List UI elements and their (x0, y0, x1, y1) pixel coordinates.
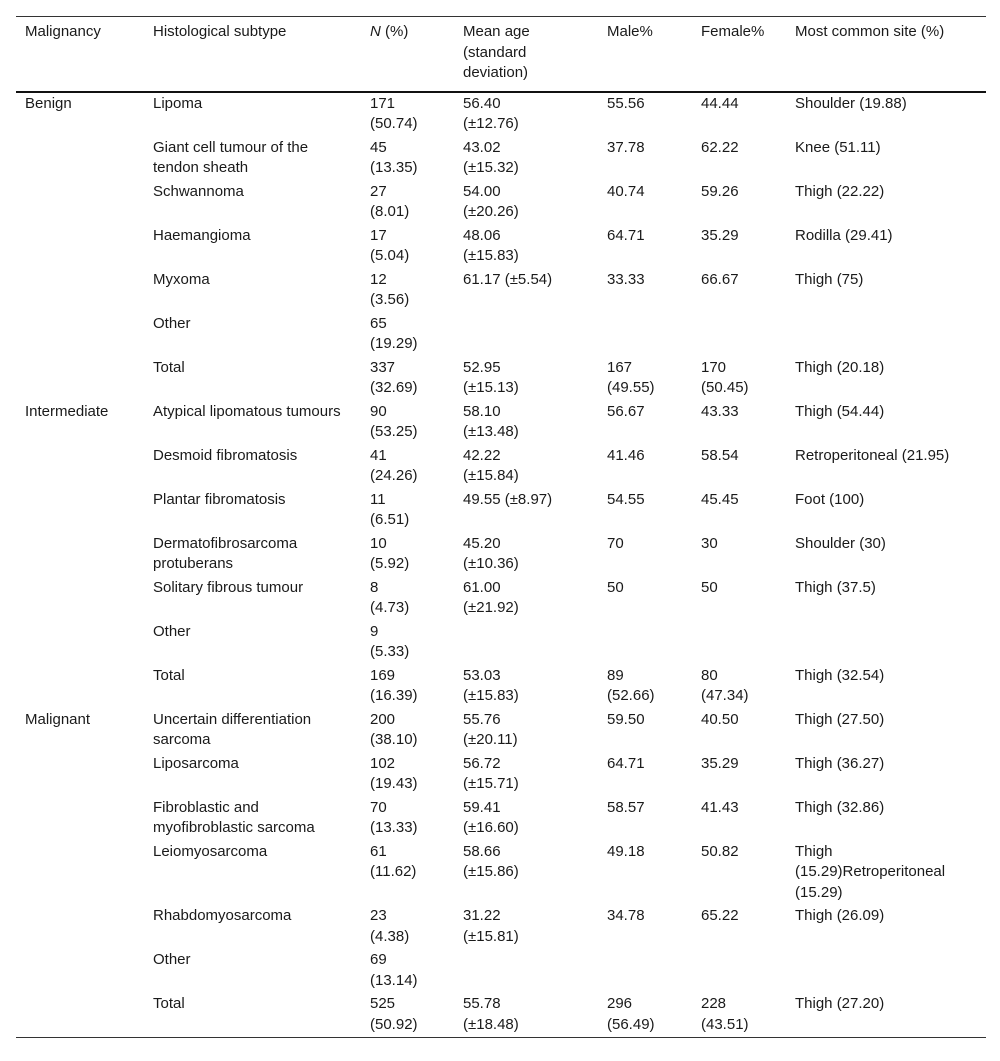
cell-mean-age (454, 401, 598, 445)
cell-male (598, 665, 692, 709)
cell-male (598, 445, 692, 489)
cell-female-value: 40.50 (701, 710, 739, 728)
cell-mean-age (454, 665, 598, 709)
cell-male (598, 137, 692, 181)
cell-n (361, 905, 454, 949)
cell-mean-age-detail: (±12.76) (463, 115, 519, 132)
cell-n-detail: (5.92) (370, 555, 410, 572)
cell-male (598, 269, 692, 313)
table-row (16, 181, 986, 225)
cell-subtype: Other (153, 622, 191, 640)
cell-n-value: 90 (370, 402, 387, 420)
header-n-italic: N (370, 23, 381, 40)
cell-male (598, 841, 692, 906)
cell-male (598, 949, 692, 993)
cell-mean-age (454, 313, 598, 357)
cell-mean-age (454, 949, 598, 993)
cell-mean-age-value: 48.06 (463, 226, 501, 244)
table-row (16, 621, 986, 665)
cell-site: Thigh (27.20) (795, 995, 885, 1012)
header-male: Male% (607, 23, 653, 40)
cell-n-value: 70 (370, 798, 387, 816)
cell-site (786, 313, 986, 357)
cell-subtype: Plantar fibromatosis (153, 490, 286, 508)
cell-n-detail: (8.01) (370, 203, 410, 220)
cell-site: Thigh (15.29)Retroperitoneal (15.29) (795, 842, 946, 901)
cell-malignancy (16, 665, 144, 709)
cell-n (361, 709, 454, 753)
cell-female (692, 949, 786, 993)
cell-malignancy (16, 841, 144, 906)
cell-n-detail: (4.73) (370, 599, 410, 616)
cell-female (692, 621, 786, 665)
cell-male (598, 225, 692, 269)
cell-male (598, 533, 692, 577)
cell-n (361, 577, 454, 621)
cell-mean-age (454, 841, 598, 906)
cell-female (692, 92, 786, 137)
cell-male-value: 37.78 (607, 138, 645, 156)
cell-site: Thigh (26.09) (795, 907, 885, 924)
table-row (16, 313, 986, 357)
cell-n-value: 41 (370, 446, 387, 464)
cell-n-value: 200 (370, 710, 396, 728)
cell-subtype: Other (153, 314, 191, 332)
cell-subtype: Atypical lipomatous tumours (153, 402, 341, 420)
cell-mean-age-value: 55.78 (463, 995, 501, 1012)
cell-female-value: 170 (701, 358, 727, 376)
cell-female-value: 30 (701, 534, 718, 552)
cell-malignancy (16, 225, 144, 269)
cell-site: Shoulder (30) (795, 534, 886, 552)
cell-female-value: 45.45 (701, 490, 739, 508)
cell-mean-age (454, 577, 598, 621)
cell-female-value: 65.22 (701, 907, 739, 924)
cell-female (692, 401, 786, 445)
cell-n-detail: (4.38) (370, 927, 410, 945)
cell-male-value: 89 (607, 666, 624, 684)
cell-female-value: 228 (701, 995, 727, 1012)
cell-mean-age (454, 92, 598, 137)
cell-female-value: 50.82 (701, 842, 739, 860)
cell-mean-age-detail: (±15.81) (463, 927, 519, 945)
cell-male-detail: (52.66) (607, 687, 655, 704)
cell-subtype: Other (153, 951, 191, 968)
cell-site: Retroperitoneal (21.95) (795, 446, 950, 464)
cell-female-detail: (50.45) (701, 379, 749, 396)
cell-n (361, 225, 454, 269)
cell-site: Thigh (54.44) (795, 402, 885, 420)
cell-malignancy (16, 621, 144, 665)
cell-male-value: 59.50 (607, 710, 645, 728)
cell-female (692, 709, 786, 753)
cell-site (786, 621, 986, 665)
cell-n-value: 9 (370, 622, 379, 640)
cell-subtype: Lipoma (153, 94, 203, 112)
cell-mean-age-value: 58.10 (463, 402, 501, 420)
cell-n (361, 92, 454, 137)
cell-malignancy (16, 533, 144, 577)
cell-n-detail: (16.39) (370, 687, 418, 704)
cell-malignancy: Malignant (25, 710, 91, 728)
cell-mean-age-detail: (±15.84) (463, 467, 519, 484)
cell-male-value: 56.67 (607, 402, 645, 420)
cell-female-value: 50 (701, 578, 718, 596)
cell-n (361, 841, 454, 906)
table-row (16, 753, 986, 797)
cell-subtype: Liposarcoma (153, 754, 239, 772)
cell-male-value: 54.55 (607, 490, 645, 508)
cell-n-value: 10 (370, 534, 387, 552)
cell-n-detail: (6.51) (370, 511, 410, 528)
cell-n (361, 445, 454, 489)
cell-site: Thigh (27.50) (795, 710, 885, 728)
cell-subtype: Giant cell tumour of the tendon sheath (153, 138, 309, 176)
cell-n (361, 993, 454, 1038)
cell-female-detail: (43.51) (701, 1015, 749, 1033)
cell-n-detail: (38.10) (370, 731, 418, 748)
table-header (16, 17, 986, 92)
cell-malignancy (16, 489, 144, 533)
cell-n (361, 797, 454, 841)
cell-site: Rodilla (29.41) (795, 226, 893, 244)
header-n (361, 17, 454, 92)
cell-female (692, 137, 786, 181)
cell-female (692, 181, 786, 225)
table-row (16, 92, 986, 137)
table-row (16, 949, 986, 993)
cell-site: Thigh (32.86) (795, 798, 885, 816)
cell-subtype: Total (153, 995, 185, 1012)
cell-mean-age (454, 797, 598, 841)
cell-mean-age-value: 56.72 (463, 754, 501, 772)
cell-site: Thigh (36.27) (795, 754, 885, 772)
header-subtype: Histological subtype (153, 23, 287, 40)
cell-female (692, 797, 786, 841)
cell-female-value: 59.26 (701, 182, 739, 200)
cell-n-value: 8 (370, 578, 379, 596)
cell-site: Thigh (37.5) (795, 578, 876, 596)
cell-male (598, 313, 692, 357)
total-row (16, 357, 986, 401)
cell-subtype: Rhabdomyosarcoma (153, 907, 292, 924)
cell-mean-age-value: 43.02 (463, 138, 501, 156)
cell-male-value: 33.33 (607, 270, 645, 288)
header-malignancy: Malignancy (25, 23, 101, 40)
table-row (16, 577, 986, 621)
cell-female-value: 35.29 (701, 754, 739, 772)
cell-female-value: 80 (701, 666, 718, 684)
cell-female (692, 445, 786, 489)
cell-mean-age-value: 55.76 (463, 710, 501, 728)
cell-n (361, 181, 454, 225)
cell-female-value: 62.22 (701, 138, 739, 156)
table-row (16, 709, 986, 753)
cell-mean-age-value: 59.41 (463, 798, 501, 816)
cell-mean-age (454, 357, 598, 401)
cell-n-value: 17 (370, 226, 387, 244)
cell-n-value: 102 (370, 754, 396, 772)
cell-mean-age (454, 753, 598, 797)
cell-female-value: 58.54 (701, 446, 739, 464)
cell-malignancy (16, 137, 144, 181)
cell-n (361, 401, 454, 445)
table-row (16, 905, 986, 949)
cell-male-value: 55.56 (607, 94, 645, 112)
cell-male (598, 92, 692, 137)
cell-n (361, 665, 454, 709)
cell-subtype: Fibroblastic and myofibroblastic sarcoma (153, 798, 315, 836)
cell-male (598, 753, 692, 797)
cell-mean-age-value: 52.95 (463, 358, 501, 376)
cell-mean-age-detail: (±15.32) (463, 159, 519, 176)
cell-female (692, 753, 786, 797)
cell-n-detail: (5.33) (370, 643, 410, 660)
cell-n-value: 45 (370, 138, 387, 156)
cell-female (692, 269, 786, 313)
cell-mean-age (454, 181, 598, 225)
sarcoma-subtype-table (16, 16, 986, 1038)
cell-female-value: 35.29 (701, 226, 739, 244)
cell-female-detail: (47.34) (701, 687, 749, 704)
table-row (16, 841, 986, 906)
cell-male-value: 70 (607, 534, 624, 552)
cell-n-value: 11 (370, 490, 386, 508)
cell-male (598, 993, 692, 1038)
cell-male (598, 181, 692, 225)
cell-subtype: Solitary fibrous tumour (153, 578, 304, 596)
cell-n (361, 313, 454, 357)
cell-mean-age-detail: (±15.83) (463, 247, 519, 264)
cell-male-value: 34.78 (607, 907, 645, 924)
cell-site: Shoulder (19.88) (795, 94, 907, 112)
cell-site: Thigh (22.22) (795, 182, 885, 200)
cell-male-value: 296 (607, 995, 633, 1012)
cell-site: Thigh (75) (795, 270, 864, 288)
cell-male (598, 797, 692, 841)
cell-mean-age-value: 53.03 (463, 666, 501, 684)
cell-n (361, 533, 454, 577)
cell-n-detail: (11.62) (370, 863, 417, 880)
cell-malignancy (16, 313, 144, 357)
cell-n-value: 61 (370, 842, 387, 860)
cell-mean-age-value: 42.22 (463, 446, 501, 464)
cell-malignancy (16, 357, 144, 401)
table-row (16, 401, 986, 445)
cell-male (598, 489, 692, 533)
cell-n-value: 525 (370, 995, 396, 1012)
table-body (16, 92, 986, 1038)
cell-malignancy (16, 577, 144, 621)
cell-n (361, 269, 454, 313)
cell-mean-age (454, 993, 598, 1038)
cell-n-detail: (3.56) (370, 291, 410, 308)
cell-mean-age-detail: (±16.60) (463, 819, 519, 836)
cell-male-detail: (56.49) (607, 1015, 655, 1033)
cell-n-value: 27 (370, 182, 387, 200)
cell-male (598, 709, 692, 753)
cell-mean-age (454, 905, 598, 949)
cell-malignancy: Benign (25, 94, 72, 112)
cell-subtype: Dermatofibrosarcoma protuberans (153, 534, 298, 572)
cell-mean-age (454, 225, 598, 269)
cell-mean-age-detail: (±15.71) (463, 775, 519, 792)
table-row (16, 269, 986, 313)
cell-mean-age-detail: (±15.83) (463, 687, 519, 704)
cell-n (361, 137, 454, 181)
table-row (16, 533, 986, 577)
cell-mean-age-detail: (±21.92) (463, 599, 519, 616)
cell-male-value: 41.46 (607, 446, 645, 464)
table-row (16, 137, 986, 181)
cell-mean-age-detail: (±13.48) (463, 423, 519, 440)
cell-malignancy (16, 445, 144, 489)
cell-female-value: 44.44 (701, 94, 739, 112)
header-n-rest: (%) (380, 23, 409, 40)
cell-n-value: 169 (370, 666, 396, 684)
cell-n-value: 65 (370, 314, 387, 332)
cell-mean-age-detail: (±10.36) (463, 555, 519, 572)
cell-male-value: 40.74 (607, 182, 645, 200)
cell-male-value: 167 (607, 358, 633, 376)
cell-mean-age (454, 269, 598, 313)
table-row (16, 489, 986, 533)
cell-male-value: 64.71 (607, 754, 645, 772)
cell-n-value: 23 (370, 907, 387, 924)
cell-female (692, 533, 786, 577)
cell-n-value: 171 (370, 94, 396, 112)
cell-mean-age-value: 61.00 (463, 578, 501, 596)
header-site: Most common site (%) (795, 23, 945, 40)
cell-malignancy (16, 949, 144, 993)
cell-mean-age (454, 137, 598, 181)
cell-mean-age-value: 31.22 (463, 907, 501, 924)
cell-subtype: Leiomyosarcoma (153, 842, 268, 860)
cell-subtype: Schwannoma (153, 182, 244, 200)
cell-n-value: 12 (370, 270, 387, 288)
header-mean-age: Mean age (standard deviation) (463, 23, 530, 81)
cell-site: Thigh (20.18) (795, 358, 885, 376)
cell-subtype: Uncertain differentiation sarcoma (153, 710, 312, 748)
cell-site: Foot (100) (795, 490, 865, 508)
header-row (16, 17, 986, 92)
cell-female (692, 905, 786, 949)
cell-n-detail: (19.29) (370, 335, 418, 352)
cell-mean-age (454, 533, 598, 577)
table-row (16, 445, 986, 489)
cell-female (692, 313, 786, 357)
cell-n (361, 949, 454, 993)
table-row (16, 225, 986, 269)
cell-n (361, 489, 454, 533)
cell-male-detail: (49.55) (607, 379, 655, 396)
cell-n-detail: (5.04) (370, 247, 410, 264)
cell-n-detail: (50.74) (370, 115, 418, 132)
cell-malignancy (16, 905, 144, 949)
cell-mean-age-value: 45.20 (463, 534, 501, 552)
cell-female (692, 577, 786, 621)
cell-mean-age (454, 489, 598, 533)
cell-mean-age-detail: (±15.86) (463, 863, 519, 880)
cell-mean-age-value: 61.17 (±5.54) (463, 270, 553, 288)
total-row (16, 993, 986, 1038)
cell-malignancy (16, 181, 144, 225)
header-female: Female% (701, 23, 765, 40)
cell-n-detail: (13.14) (370, 971, 418, 989)
cell-n (361, 621, 454, 665)
cell-female-value: 43.33 (701, 402, 739, 420)
cell-mean-age-value: 58.66 (463, 842, 501, 860)
cell-female (692, 489, 786, 533)
cell-site: Knee (51.11) (795, 138, 881, 156)
cell-male (598, 905, 692, 949)
cell-male-value: 49.18 (607, 842, 645, 860)
cell-male-value: 50 (607, 578, 624, 596)
cell-female (692, 993, 786, 1038)
cell-female (692, 357, 786, 401)
cell-n-detail: (13.35) (370, 159, 418, 176)
cell-mean-age-detail: (±18.48) (463, 1015, 519, 1033)
cell-male-value: 64.71 (607, 226, 645, 244)
cell-female (692, 841, 786, 906)
cell-mean-age-value: 56.40 (463, 94, 501, 112)
table-row (16, 797, 986, 841)
cell-n-detail: (32.69) (370, 379, 418, 396)
cell-subtype: Total (153, 358, 185, 376)
cell-male (598, 621, 692, 665)
total-row (16, 665, 986, 709)
cell-n-value: 69 (370, 951, 387, 968)
cell-site (786, 949, 986, 993)
cell-n-value: 337 (370, 358, 396, 376)
cell-male (598, 357, 692, 401)
cell-n-detail: (53.25) (370, 423, 418, 440)
cell-mean-age-value: 54.00 (463, 182, 501, 200)
cell-male (598, 401, 692, 445)
cell-subtype: Total (153, 666, 185, 684)
cell-malignancy (16, 753, 144, 797)
cell-female-value: 41.43 (701, 798, 739, 816)
cell-mean-age-detail: (±20.26) (463, 203, 519, 220)
cell-n-detail: (19.43) (370, 775, 418, 792)
cell-male-value: 58.57 (607, 798, 645, 816)
cell-n (361, 357, 454, 401)
cell-female (692, 225, 786, 269)
cell-n-detail: (50.92) (370, 1015, 418, 1033)
cell-subtype: Haemangioma (153, 226, 251, 244)
cell-malignancy (16, 993, 144, 1038)
cell-subtype: Desmoid fibromatosis (153, 446, 298, 464)
cell-malignancy: Intermediate (25, 402, 109, 420)
cell-mean-age-value: 49.55 (±8.97) (463, 490, 553, 508)
cell-female-value: 66.67 (701, 270, 739, 288)
cell-n-detail: (24.26) (370, 467, 418, 484)
cell-n (361, 753, 454, 797)
cell-mean-age (454, 709, 598, 753)
cell-subtype: Myxoma (153, 270, 210, 288)
cell-site: Thigh (32.54) (795, 666, 885, 684)
cell-female (692, 665, 786, 709)
cell-mean-age (454, 621, 598, 665)
cell-n-detail: (13.33) (370, 819, 418, 836)
cell-malignancy (16, 797, 144, 841)
cell-mean-age-detail: (±15.13) (463, 379, 519, 396)
cell-mean-age (454, 445, 598, 489)
cell-mean-age-detail: (±20.11) (463, 731, 518, 748)
cell-male (598, 577, 692, 621)
cell-malignancy (16, 269, 144, 313)
